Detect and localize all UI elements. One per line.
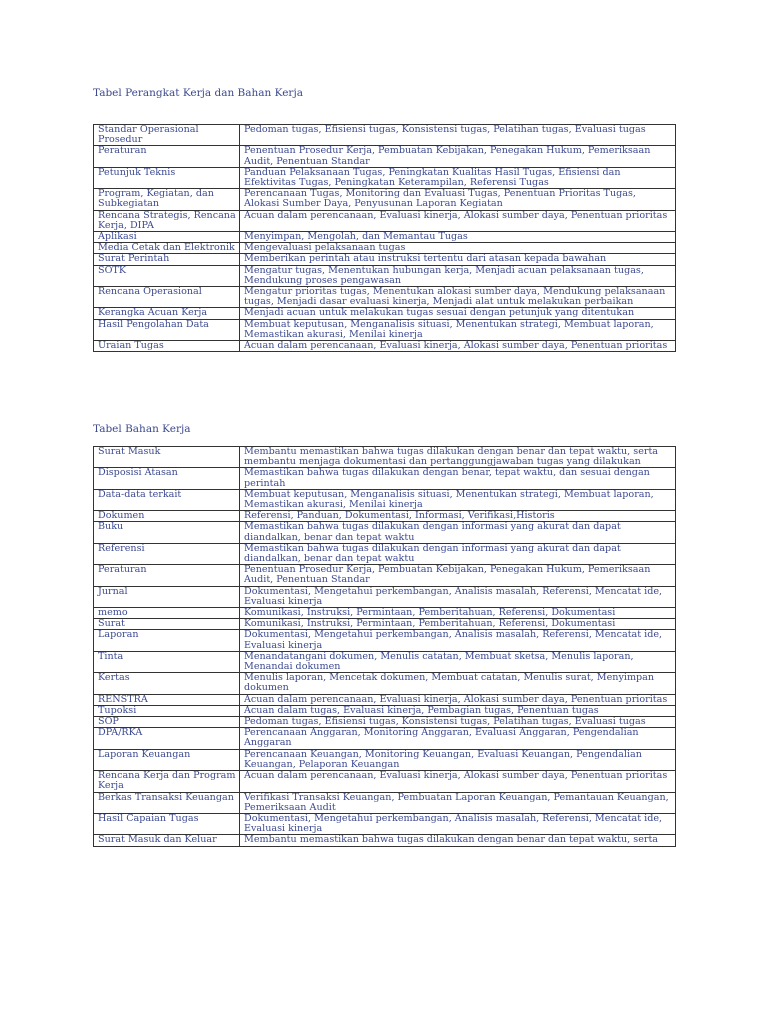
item-name-cell: Rencana Kerja dan Program Kerja — [94, 771, 240, 792]
item-function-cell: Menulis laporan, Mencetak dokumen, Membuat catatan, Menulis surat, Menyimpan dokumen — [240, 673, 676, 694]
table-row — [94, 619, 676, 630]
item-name-cell: Surat Masuk — [94, 447, 240, 468]
item-name-cell: Kertas — [94, 673, 240, 694]
item-name-cell: Rencana Strategis, Rencana Kerja, DIPA — [94, 210, 240, 231]
item-name-cell: Hasil Capaian Tugas — [94, 813, 240, 834]
item-function-cell: Mengatur tugas, Menentukan hubungan kerja, Menjadi acuan pelaksanaan tugas, Mendukung proses pengawasan — [240, 265, 676, 286]
table-row — [94, 749, 676, 770]
item-function-cell: Dokumentasi, Mengetahui perkembangan, Analisis masalah, Referensi, Mencatat ide, Evaluasi kinerja — [240, 586, 676, 607]
item-name-cell: memo — [94, 608, 240, 619]
table-row — [94, 651, 676, 672]
item-name-cell: RENSTRA — [94, 694, 240, 705]
table-row — [94, 511, 676, 522]
item-function-cell: Acuan dalam perencanaan, Evaluasi kinerja, Alokasi sumber daya, Penentuan prioritas — [240, 341, 676, 352]
item-function-cell: Panduan Pelaksanaan Tugas, Peningkatan Kualitas Hasil Tugas, Efisiensi dan Efektivitas Tugas, Peningkatan Keterampilan, Referensi Tugas — [240, 167, 676, 188]
item-function-cell: Acuan dalam perencanaan, Evaluasi kinerja, Alokasi sumber daya, Penentuan prioritas — [240, 210, 676, 231]
table-row — [94, 265, 676, 286]
item-function-cell: Memastikan bahwa tugas dilakukan dengan informasi yang akurat dan dapat diandalkan, benar dan tepat waktu — [240, 522, 676, 543]
table-row — [94, 771, 676, 792]
item-function-cell: Membuat keputusan, Menganalisis situasi, Menentukan strategi, Membuat laporan, Memastikan akurasi, Menilai kinerja — [240, 489, 676, 510]
item-function-cell: Membantu memastikan bahwa tugas dilakukan dengan benar dan tepat waktu, serta membantu menjaga dokumentasi dan pertanggungjawaban tugas yang dilakukan — [240, 447, 676, 468]
item-name-cell: Tupoksi — [94, 705, 240, 716]
table-row — [94, 792, 676, 813]
item-function-cell: Perencanaan Anggaran, Monitoring Anggaran, Evaluasi Anggaran, Pengendalian Anggaran — [240, 728, 676, 749]
item-name-cell: Program, Kegiatan, dan Subkegiatan — [94, 189, 240, 210]
table-row — [94, 608, 676, 619]
table-row — [94, 586, 676, 607]
item-name-cell: SOP — [94, 717, 240, 728]
table-title-perangkat-kerja: Tabel Perangkat Kerja dan Bahan Kerja — [93, 87, 303, 99]
table-row — [94, 813, 676, 834]
item-name-cell: Standar Operasional Prosedur — [94, 125, 240, 146]
item-name-cell: Referensi — [94, 543, 240, 564]
item-name-cell: Surat Perintah — [94, 254, 240, 265]
item-name-cell: Tinta — [94, 651, 240, 672]
item-function-cell: Menandatangani dokumen, Menulis catatan, Membuat sketsa, Menulis laporan, Menandai dokumen — [240, 651, 676, 672]
item-function-cell: Acuan dalam tugas, Evaluasi kinerja, Pembagian tugas, Penentuan tugas — [240, 705, 676, 716]
item-function-cell: Komunikasi, Instruksi, Permintaan, Pemberitahuan, Referensi, Dokumentasi — [240, 608, 676, 619]
item-function-cell: Membantu memastikan bahwa tugas dilakukan dengan benar dan tepat waktu, serta — [240, 835, 676, 846]
item-function-cell: Memberikan perintah atau instruksi tertentu dari atasan kepada bawahan — [240, 254, 676, 265]
item-name-cell: Peraturan — [94, 565, 240, 586]
item-name-cell: Dokumen — [94, 511, 240, 522]
item-function-cell: Acuan dalam perencanaan, Evaluasi kinerja, Alokasi sumber daya, Penentuan prioritas — [240, 694, 676, 705]
table-row — [94, 125, 676, 146]
item-function-cell: Acuan dalam perencanaan, Evaluasi kinerja, Alokasi sumber daya, Penentuan prioritas — [240, 771, 676, 792]
table-row — [94, 189, 676, 210]
table-row — [94, 694, 676, 705]
item-function-cell: Dokumentasi, Mengetahui perkembangan, Analisis masalah, Referensi, Mencatat ide, Evaluasi kinerja — [240, 630, 676, 651]
item-name-cell: Laporan Keuangan — [94, 749, 240, 770]
item-function-cell: Pedoman tugas, Efisiensi tugas, Konsistensi tugas, Pelatihan tugas, Evaluasi tugas — [240, 717, 676, 728]
table-row — [94, 308, 676, 319]
table-row — [94, 341, 676, 352]
item-function-cell: Komunikasi, Instruksi, Permintaan, Pemberitahuan, Referensi, Dokumentasi — [240, 619, 676, 630]
item-function-cell: Menyimpan, Mengolah, dan Memantau Tugas — [240, 232, 676, 243]
table-row — [94, 232, 676, 243]
item-name-cell: Petunjuk Teknis — [94, 167, 240, 188]
table-title-bahan-kerja: Tabel Bahan Kerja — [93, 423, 191, 435]
item-function-cell: Penentuan Prosedur Kerja, Pembuatan Kebijakan, Penegakan Hukum, Pemeriksaan Audit, Penentuan Standar — [240, 146, 676, 167]
item-function-cell: Mengevaluasi pelaksanaan tugas — [240, 243, 676, 254]
table-row — [94, 447, 676, 468]
item-name-cell: Laporan — [94, 630, 240, 651]
item-name-cell: Buku — [94, 522, 240, 543]
item-function-cell: Penentuan Prosedur Kerja, Pembuatan Kebijakan, Penegakan Hukum, Pemeriksaan Audit, Penentuan Standar — [240, 565, 676, 586]
item-function-cell: Membuat keputusan, Menganalisis situasi, Menentukan strategi, Membuat laporan, Memastikan akurasi, Menilai kinerja — [240, 319, 676, 340]
item-function-cell: Pedoman tugas, Efisiensi tugas, Konsistensi tugas, Pelatihan tugas, Evaluasi tugas — [240, 125, 676, 146]
item-name-cell: Aplikasi — [94, 232, 240, 243]
table-row — [94, 210, 676, 231]
item-name-cell: Disposisi Atasan — [94, 468, 240, 489]
table-row — [94, 717, 676, 728]
item-name-cell: SOTK — [94, 265, 240, 286]
table-row — [94, 705, 676, 716]
item-function-cell: Menjadi acuan untuk melakukan tugas sesuai dengan petunjuk yang ditentukan — [240, 308, 676, 319]
table-row — [94, 243, 676, 254]
table-row — [94, 146, 676, 167]
item-name-cell: Surat Masuk dan Keluar — [94, 835, 240, 846]
table-row — [94, 835, 676, 846]
item-name-cell: Rencana Operasional — [94, 287, 240, 308]
item-function-cell: Memastikan bahwa tugas dilakukan dengan benar, tepat waktu, dan sesuai dengan perintah — [240, 468, 676, 489]
item-function-cell: Mengatur prioritas tugas, Menentukan alokasi sumber daya, Mendukung pelaksanaan tugas, Menjadi dasar evaluasi kinerja, Menjadi alat untuk melakukan perbaikan — [240, 287, 676, 308]
table-row — [94, 254, 676, 265]
table-row — [94, 489, 676, 510]
table-row — [94, 319, 676, 340]
item-name-cell: Jurnal — [94, 586, 240, 607]
item-function-cell: Memastikan bahwa tugas dilakukan dengan informasi yang akurat dan dapat diandalkan, benar dan tepat waktu — [240, 543, 676, 564]
item-name-cell: Surat — [94, 619, 240, 630]
item-name-cell: Hasil Pengolahan Data — [94, 319, 240, 340]
table-row — [94, 565, 676, 586]
item-name-cell: Media Cetak dan Elektronik — [94, 243, 240, 254]
table-row — [94, 167, 676, 188]
table-row — [94, 728, 676, 749]
table-row — [94, 468, 676, 489]
perangkat-kerja-table — [93, 124, 676, 352]
table-row — [94, 522, 676, 543]
table-row — [94, 543, 676, 564]
item-function-cell: Dokumentasi, Mengetahui perkembangan, Analisis masalah, Referensi, Mencatat ide, Evaluasi kinerja — [240, 813, 676, 834]
table-row — [94, 673, 676, 694]
item-function-cell: Perencanaan Tugas, Monitoring dan Evaluasi Tugas, Penentuan Prioritas Tugas, Alokasi Sumber Daya, Penyusunan Laporan Kegiatan — [240, 189, 676, 210]
bahan-kerja-table — [93, 446, 676, 847]
item-function-cell: Referensi, Panduan, Dokumentasi, Informasi, Verifikasi,Historis — [240, 511, 676, 522]
item-name-cell: Berkas Transaksi Keuangan — [94, 792, 240, 813]
item-function-cell: Perencanaan Keuangan, Monitoring Keuangan, Evaluasi Keuangan, Pengendalian Keuangan, Pelaporan Keuangan — [240, 749, 676, 770]
item-name-cell: Kerangka Acuan Kerja — [94, 308, 240, 319]
table-row — [94, 287, 676, 308]
item-name-cell: DPA/RKA — [94, 728, 240, 749]
item-name-cell: Peraturan — [94, 146, 240, 167]
table-row — [94, 630, 676, 651]
item-name-cell: Data-data terkait — [94, 489, 240, 510]
item-function-cell: Verifikasi Transaksi Keuangan, Pembuatan Laporan Keuangan, Pemantauan Keuangan, Pemeriksaan Audit — [240, 792, 676, 813]
item-name-cell: Uraian Tugas — [94, 341, 240, 352]
